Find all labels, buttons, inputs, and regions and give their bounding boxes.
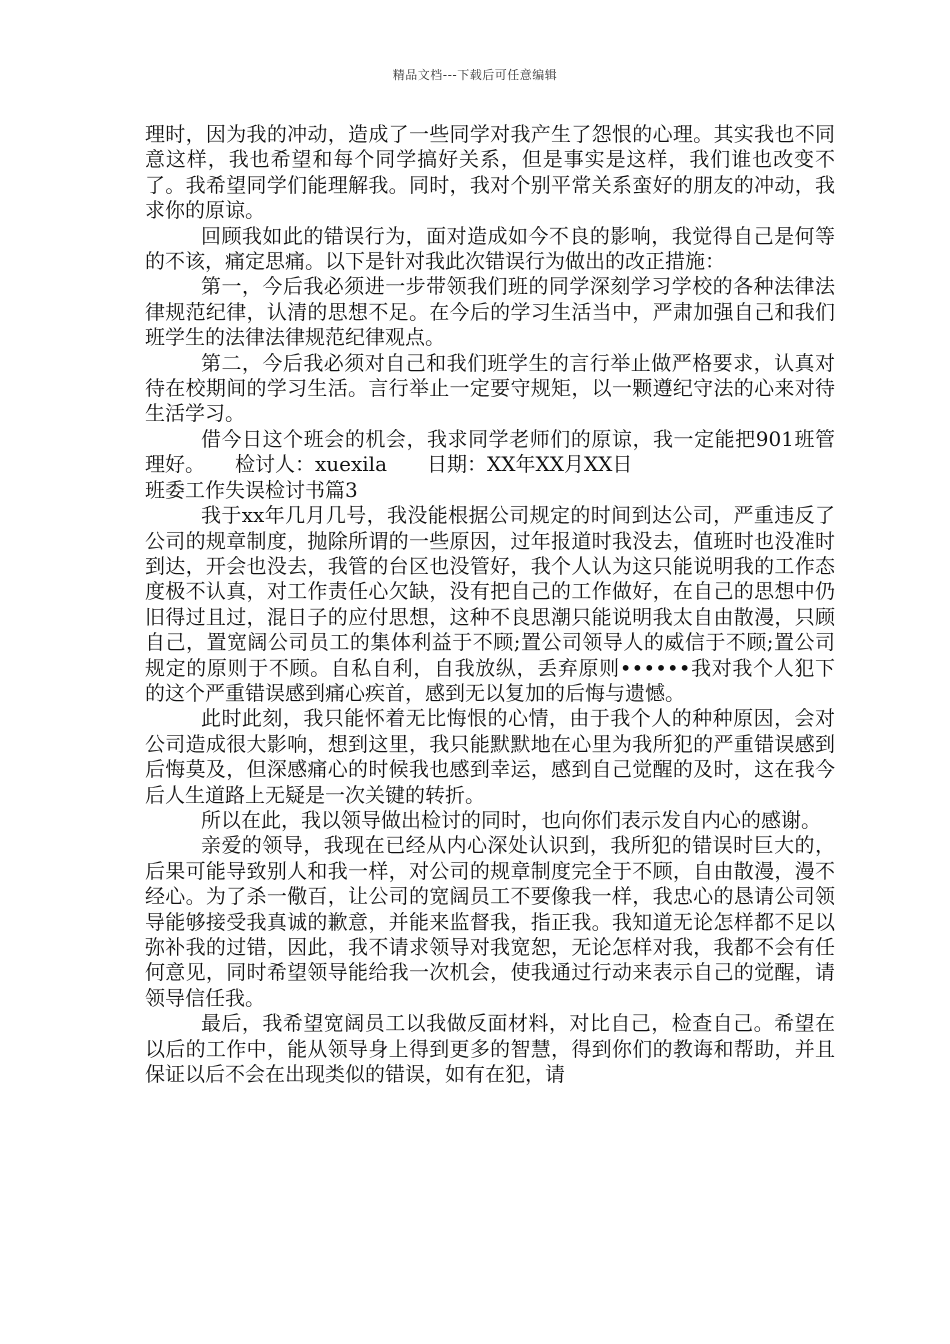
section-title: 班委工作失误检讨书篇3 [145, 477, 358, 502]
paragraph-2: 回顾我如此的错误行为，面对造成如今不良的影响，我觉得自己是何等的不该，痛定思痛。以下是针对我此次错误行为做出的改正措施： [145, 223, 835, 274]
paragraph-11: 最后，我希望宽阔员工以我做反面材料，对比自己，检查自己。希望在以后的工作中，能从领导身上得到更多的智慧，得到你们的教诲和帮助，并且保证以后不会在出现类似的错误，如有在犯，请 [145, 1011, 835, 1087]
document-body [145, 122, 835, 1087]
paragraph-9: 所以在此，我以领导做出检讨的同时，也向你们表示发自内心的感谢。 [201, 807, 821, 832]
paragraph-3: 第一，今后我必须进一步带领我们班的同学深刻学习学校的各种法律法律规范纪律，认清的思想不足。在今后的学习生活当中，严肃加强自己和我们班学生的法律法律规范纪律观点。 [145, 274, 835, 350]
paragraph-4: 第二，今后我必须对自己和我们班学生的言行举止做严格要求，认真对待在校期间的学习生活。言行举止一定要守规矩，以一颗遵纪守法的心来对待生活学习。 [145, 350, 835, 426]
paragraph-5: 借今日这个班会的机会，我求同学老师们的原谅，我一定能把901班管理好。 检讨人：xuexila 日期：XX年XX月XX日 [145, 426, 835, 477]
paragraph-7: 我于xx年几月几号，我没能根据公司规定的时间到达公司，严重违反了公司的规章制度，抛除所谓的一些原因，过年报道时我没去，值班时也没准时到达，开会也没去，我管的台区也没管好，我个人认为这只能说明我的工作态度极不认真，对工作责任心欠缺，没有把自己的工作做好，在自己的思想中仍旧得过且过，混日子的应付思想，这种不良思潮只能说明我太自由散漫，只顾自己，置宽阔公司员工的集体利益于不顾;置公司领导人的威信于不顾;置公司规定的原则于不顾。自私自利，自我放纵，丢弃原则••••••我对我个人犯下的这个严重错误感到痛心疾首，感到无以复加的后悔与遗憾。 [145, 503, 835, 705]
paragraph-1: 理时，因为我的冲动，造成了一些同学对我产生了怨恨的心理。其实我也不同意这样，我也希望和每个同学搞好关系，但是事实是这样，我们谁也改变不了。我希望同学们能理解我。同时，我对个别平常关系蛮好的朋友的冲动，我求你的原谅。 [145, 122, 835, 223]
paragraph-8: 此时此刻，我只能怀着无比悔恨的心情，由于我个人的种种原因，会对公司造成很大影响，想到这里，我只能默默地在心里为我所犯的严重错误感到后悔莫及，但深感痛心的时候我也感到幸运，感到自己觉醒的及时，这在我今后人生道路上无疑是一次关键的转折。 [145, 706, 835, 807]
paragraph-10: 亲爱的领导，我现在已经从内心深处认识到，我所犯的错误时巨大的，后果可能导致别人和我一样，对公司的规章制度完全于不顾，自由散漫，漫不经心。为了杀一儆百，让公司的宽阔员工不要像我一样，我忠心的恳请公司领导能够接受我真诚的歉意，并能来监督我，指正我。我知道无论怎样都不足以弥补我的过错，因此，我不请求领导对我宽恕，无论怎样对我，我都不会有任何意见，同时希望领导能给我一次机会，使我通过行动来表示自己的觉醒，请领导信任我。 [145, 833, 835, 1010]
page-header: 精品文档---下载后可任意编辑 [392, 68, 558, 82]
